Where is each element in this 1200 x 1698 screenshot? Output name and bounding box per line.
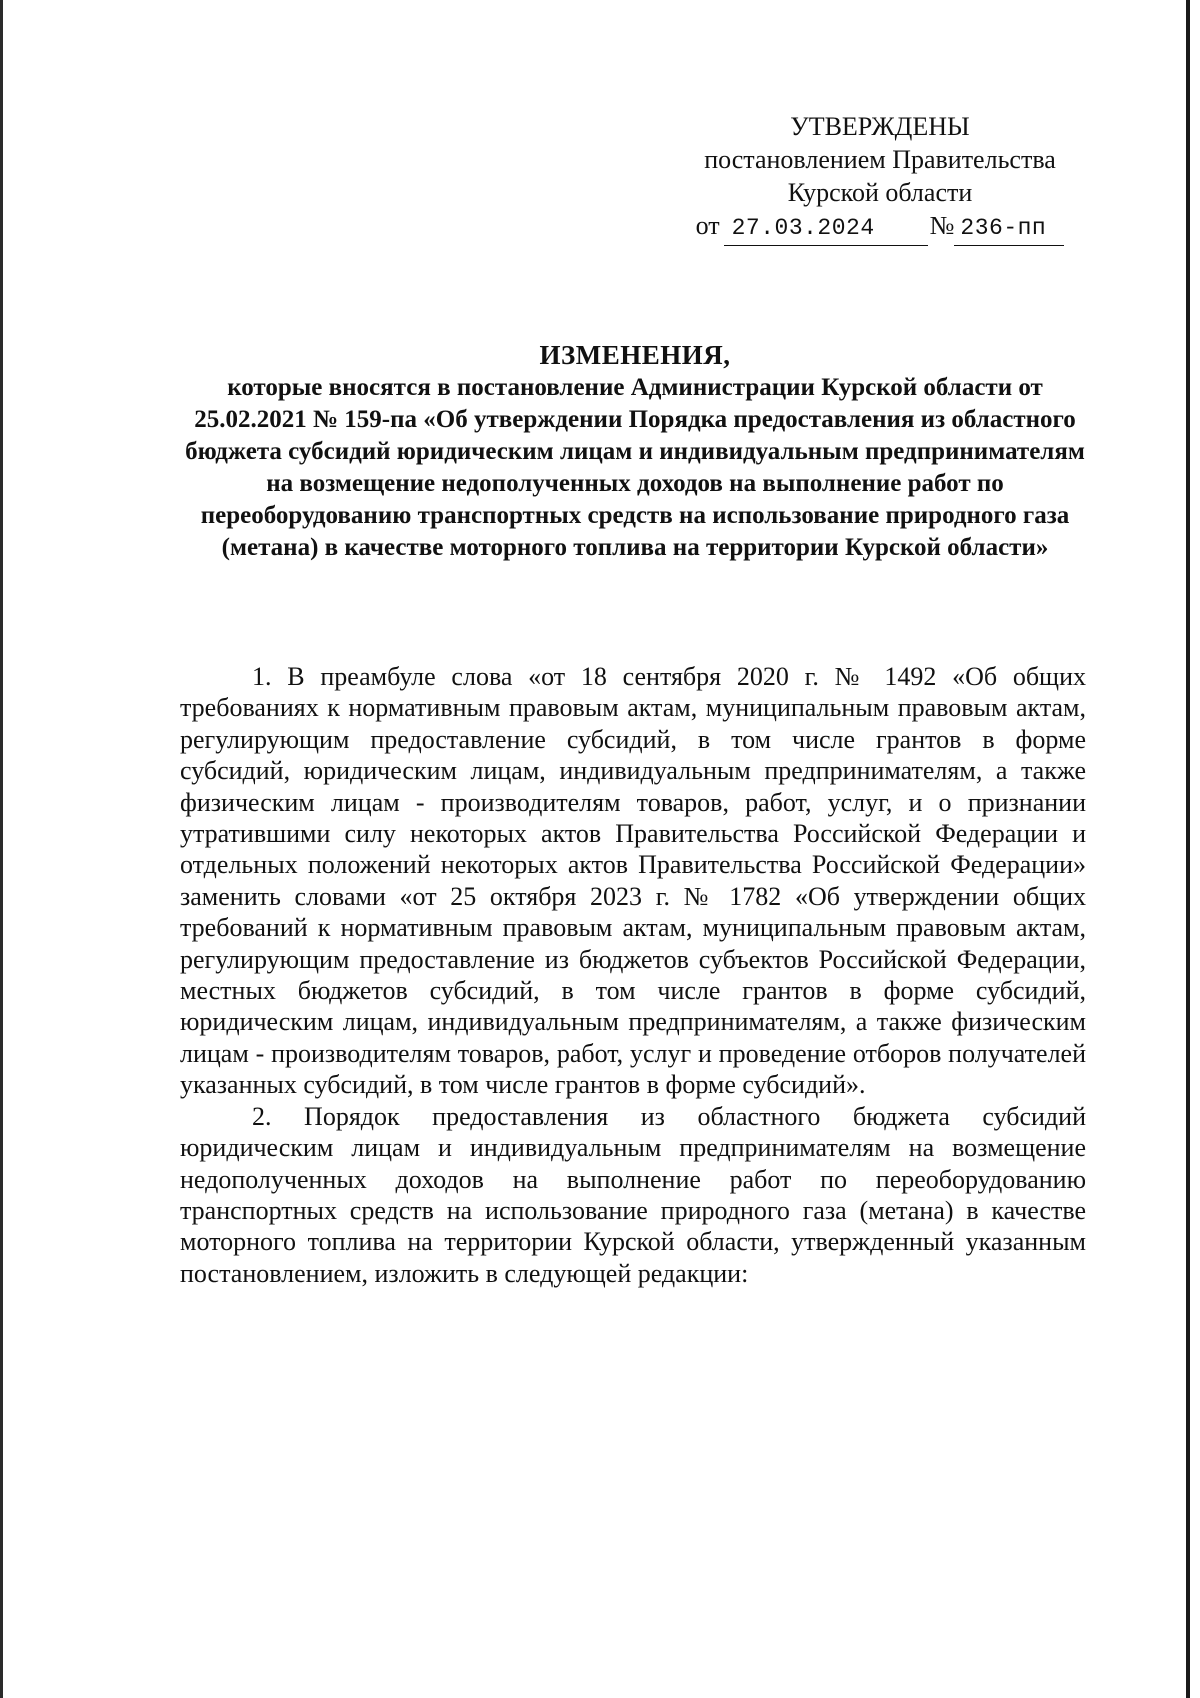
scan-edge-left	[0, 0, 3, 1698]
number-label: №	[929, 211, 955, 240]
from-label: от	[695, 211, 720, 240]
paragraph-1: 1. В преамбуле слова «от 18 сентября 2020 г. № 1492 «Об общих требованиях к нормативным правовым актам, муниципальным правовым актам, регулирующим предоставление субсидий, в том числе грантов в форме субсидий, юридическим лицам, индивидуальным предпринимателям, а также физическим лицам - производителям товаров, работ, услуг, и о признании утратившими силу некоторых актов Правительства Российской Федерации и отдельных положений некоторых актов Правительства Российской Федерации» заменить словами «от 25 октября 2023 г. № 1782 «Об утверждении общих требований к нормативным правовым актам, муниципальным правовым актам, регулирующим предоставление из бюджетов субъектов Российской Федерации, местных бюджетов субсидий, в том числе грантов в форме субсидий, юридическим лицам, индивидуальным предпринимателям, а также физическим лицам - производителям товаров, работ, услуг и проведение отборов получателей указанных субсидий, в том числе грантов в форме субсидий».	[180, 662, 1086, 1100]
paragraph-2: 2. Порядок предоставления из областного бюджета субсидий юридическим лицам и индивидуальным предпринимателям на возмещение недополученных доходов на выполнение работ по переоборудованию транспортных средств на использование природного газа (метана) в качестве моторного топлива на территории Курской области, утвержденный указанным постановлением, изложить в следующей редакции:	[180, 1101, 1086, 1288]
scan-edge-right	[1186, 0, 1190, 1698]
approval-date: 27.03.2024	[724, 212, 928, 246]
document-title: ИЗМЕНЕНИЯ,	[539, 340, 731, 370]
document-heading	[170, 338, 1100, 564]
approval-date-number-line	[660, 209, 1100, 246]
approval-authority-line: постановлением Правительства	[704, 145, 1056, 174]
approval-region-line: Курской области	[787, 178, 973, 207]
document-subtitle: которые вносятся в постановление Администрации Курской области от 25.02.2021 № 159-па «Об утверждении Порядка предоставления из областного бюджета субсидий юридическим лицам и индивидуальным предпринимателям на возмещение недополученных доходов на выполнение работ по переоборудованию транспортных средств на использование природного газа (метана) в качестве моторного топлива на территории Курской области»	[185, 374, 1085, 561]
approval-number: 236-пп	[954, 212, 1064, 246]
approved-label: УТВЕРЖДЕНЫ	[790, 112, 970, 141]
approval-block	[660, 110, 1100, 246]
document-body	[180, 661, 1086, 1289]
